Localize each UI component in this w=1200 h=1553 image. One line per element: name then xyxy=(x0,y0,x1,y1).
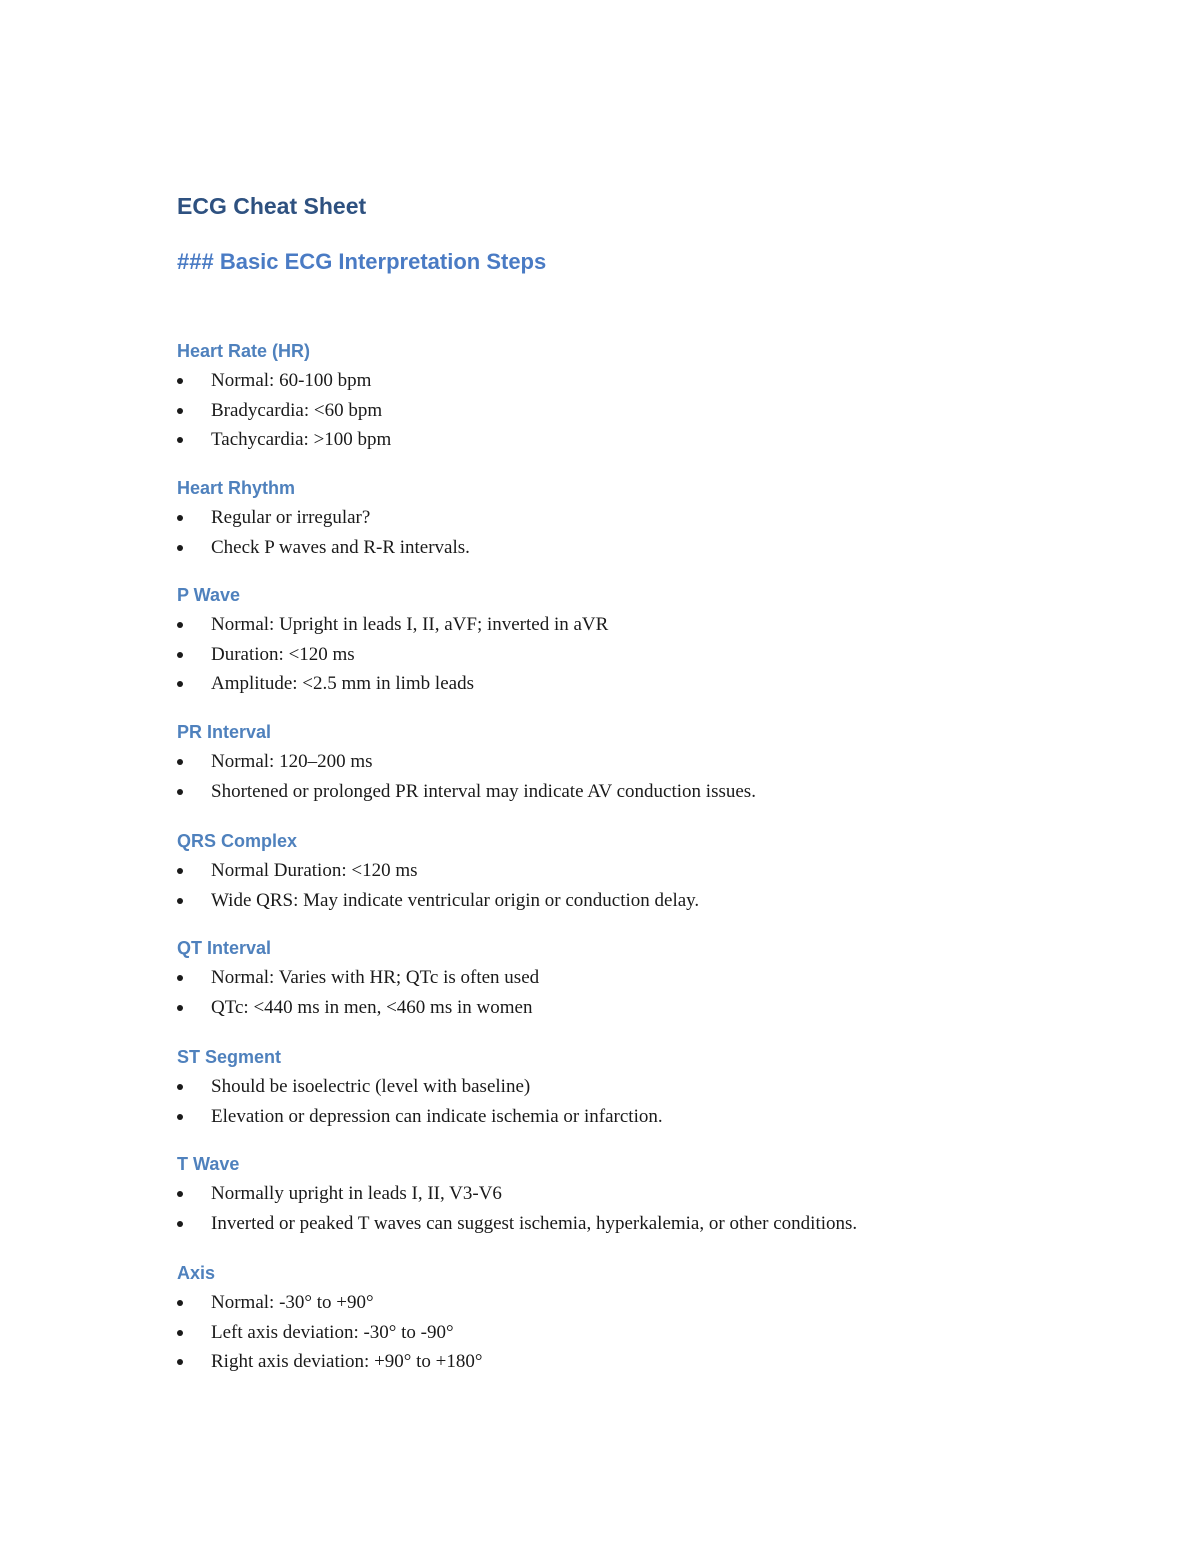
section-st-segment xyxy=(177,1042,1117,1131)
list-item-text: Amplitude: <2.5 mm in limb leads xyxy=(211,673,474,694)
bullet-icon xyxy=(177,759,183,765)
bullet-icon xyxy=(177,652,183,658)
bullet-list xyxy=(177,856,1117,915)
bullet-icon xyxy=(177,868,183,874)
list-item-text: Tachycardia: >100 bpm xyxy=(211,429,392,450)
bullet-icon xyxy=(177,437,183,443)
bullet-icon xyxy=(177,789,183,795)
bullet-icon xyxy=(177,1191,183,1197)
list-item-text: Shortened or prolonged PR interval may indicate AV conduction issues. xyxy=(211,780,756,802)
bullet-icon xyxy=(177,1221,183,1227)
section-heading: T Wave xyxy=(177,1154,240,1174)
section-p-wave xyxy=(177,580,1117,699)
section-heart-rhythm xyxy=(177,473,1117,562)
bullet-icon xyxy=(177,622,183,628)
list-item xyxy=(177,640,1117,670)
bullet-icon xyxy=(177,1330,183,1336)
bullet-list xyxy=(177,503,1117,562)
section-axis xyxy=(177,1258,1117,1377)
list-item xyxy=(177,856,1117,886)
section-heading: QT Interval xyxy=(177,938,272,958)
list-item xyxy=(177,963,1117,993)
list-item xyxy=(177,886,1117,916)
bullet-icon xyxy=(177,1084,183,1090)
list-item-text: Left axis deviation: -30° to -90° xyxy=(211,1321,454,1343)
bullet-icon xyxy=(177,545,183,551)
section-heading: Axis xyxy=(177,1263,216,1283)
list-item-text: Should be isoelectric (level with baseline) xyxy=(211,1076,531,1097)
bullet-icon xyxy=(177,1114,183,1120)
document-title: ECG Cheat Sheet xyxy=(177,193,367,219)
list-item xyxy=(177,777,1117,807)
list-item xyxy=(177,1072,1117,1102)
bullet-icon xyxy=(177,378,183,384)
bullet-list xyxy=(177,1179,1117,1238)
list-item-text: Check P waves and R-R intervals. xyxy=(211,536,470,558)
bullet-icon xyxy=(177,515,183,521)
bullet-icon xyxy=(177,1359,183,1365)
section-heading: PR Interval xyxy=(177,722,272,742)
bullet-icon xyxy=(177,681,183,687)
section-qrs-complex xyxy=(177,826,1117,915)
bullet-list xyxy=(177,366,1117,455)
list-item-text: QTc: <440 ms in men, <460 ms in women xyxy=(211,996,533,1018)
list-item-text: Normal: Varies with HR; QTc is often used xyxy=(211,967,540,988)
bullet-icon xyxy=(177,1005,183,1011)
bullet-list xyxy=(177,963,1117,1022)
bullet-icon xyxy=(177,1300,183,1306)
section-pr-interval xyxy=(177,717,1117,806)
list-item-text: Inverted or peaked T waves can suggest ischemia, hyperkalemia, or other conditions. xyxy=(211,1212,858,1234)
section-heading: Heart Rhythm xyxy=(177,478,296,498)
list-item-text: Normal Duration: <120 ms xyxy=(211,860,418,881)
bullet-icon xyxy=(177,975,183,981)
list-item-text: Normal: Upright in leads I, II, aVF; inverted in aVR xyxy=(211,614,609,635)
section-t-wave xyxy=(177,1149,1117,1238)
list-item-text: Normal: -30° to +90° xyxy=(211,1292,374,1313)
list-item-text: Bradycardia: <60 bpm xyxy=(211,399,383,421)
section-heart-rate xyxy=(177,336,1117,455)
section-heading: QRS Complex xyxy=(177,831,298,851)
list-item-text: Right axis deviation: +90° to +180° xyxy=(211,1351,483,1372)
list-item xyxy=(177,1102,1117,1132)
section-heading: P Wave xyxy=(177,585,241,605)
bullet-list xyxy=(177,610,1117,699)
list-item-text: Normally upright in leads I, II, V3-V6 xyxy=(211,1183,502,1204)
list-item xyxy=(177,366,1117,396)
list-item-text: Duration: <120 ms xyxy=(211,643,355,665)
bullet-list xyxy=(177,747,1117,806)
list-item xyxy=(177,1179,1117,1209)
list-item xyxy=(177,425,1117,455)
list-item xyxy=(177,669,1117,699)
section-heading: Heart Rate (HR) xyxy=(177,341,311,361)
list-item xyxy=(177,533,1117,563)
list-item-text: Regular or irregular? xyxy=(211,507,371,528)
section-heading: ST Segment xyxy=(177,1047,282,1067)
list-item-text: Elevation or depression can indicate ischemia or infarction. xyxy=(211,1105,663,1127)
list-item xyxy=(177,1288,1117,1318)
list-item-text: Normal: 120–200 ms xyxy=(211,751,373,772)
list-item xyxy=(177,993,1117,1023)
document-subtitle: ### Basic ECG Interpretation Steps xyxy=(177,249,547,274)
bullet-list xyxy=(177,1072,1117,1131)
section-qt-interval xyxy=(177,933,1117,1022)
list-item xyxy=(177,1347,1117,1377)
list-item xyxy=(177,503,1117,533)
list-item-text: Wide QRS: May indicate ventricular origin or conduction delay. xyxy=(211,889,700,911)
list-item-text: Normal: 60-100 bpm xyxy=(211,370,372,391)
bullet-list xyxy=(177,1288,1117,1377)
list-item xyxy=(177,1318,1117,1348)
list-item xyxy=(177,1209,1117,1239)
bullet-icon xyxy=(177,408,183,414)
bullet-icon xyxy=(177,898,183,904)
list-item xyxy=(177,747,1117,777)
list-item xyxy=(177,396,1117,426)
list-item xyxy=(177,610,1117,640)
